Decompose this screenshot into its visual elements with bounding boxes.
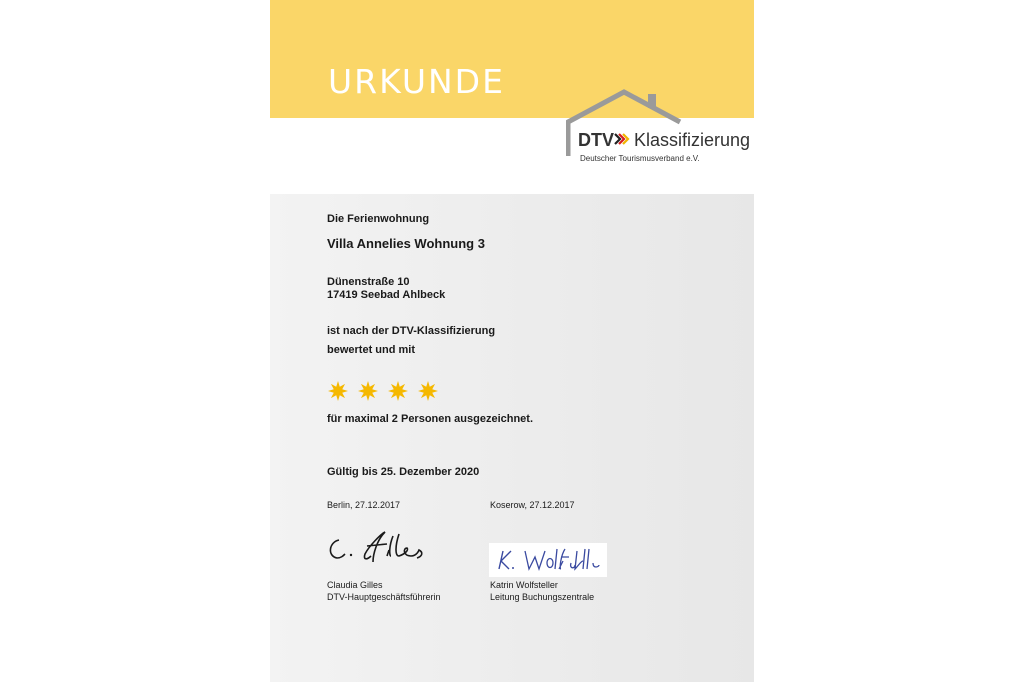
statement-line-1: ist nach der DTV-Klassifizierung — [327, 325, 496, 337]
category-label: Die Ferienwohnung — [327, 213, 430, 225]
page-title: URKUNDE — [328, 62, 505, 101]
left-signer-role: DTV-Hauptgeschäftsführerin — [327, 592, 441, 602]
logo-product: Klassifizierung — [634, 130, 751, 150]
right-signer-role: Leitung Buchungszentrale — [490, 592, 595, 602]
capacity-text: für maximal 2 Personen ausgezeichnet. — [327, 413, 534, 425]
address-street: Dünenstraße 10 — [327, 276, 410, 288]
property-name: Villa Annelies Wohnung 3 — [327, 236, 485, 251]
dtv-logo — [566, 86, 751, 170]
chevron-arrows-icon — [615, 134, 628, 144]
star-icon — [357, 380, 379, 402]
address-city: 17419 Seebad Ahlbeck — [327, 289, 446, 301]
left-signer-name: Claudia Gilles — [327, 580, 383, 590]
right-place-date: Koserow, 27.12.2017 — [490, 500, 575, 510]
star-icon — [327, 380, 349, 402]
left-place-date: Berlin, 27.12.2017 — [327, 500, 401, 510]
statement-line-2: bewertet und mit — [327, 344, 416, 356]
right-signer-name: Katrin Wolfsteller — [490, 580, 558, 590]
logo-organization: Deutscher Tourismusverband e.V. — [580, 154, 700, 163]
validity-text: Gültig bis 25. Dezember 2020 — [327, 466, 480, 478]
star-icon — [387, 380, 409, 402]
certificate-body — [270, 194, 754, 682]
certificate-page — [270, 0, 754, 682]
signature-right — [489, 543, 607, 577]
star-icon — [417, 380, 439, 402]
signature-left — [327, 528, 437, 569]
logo-brand: DTV — [578, 130, 614, 150]
